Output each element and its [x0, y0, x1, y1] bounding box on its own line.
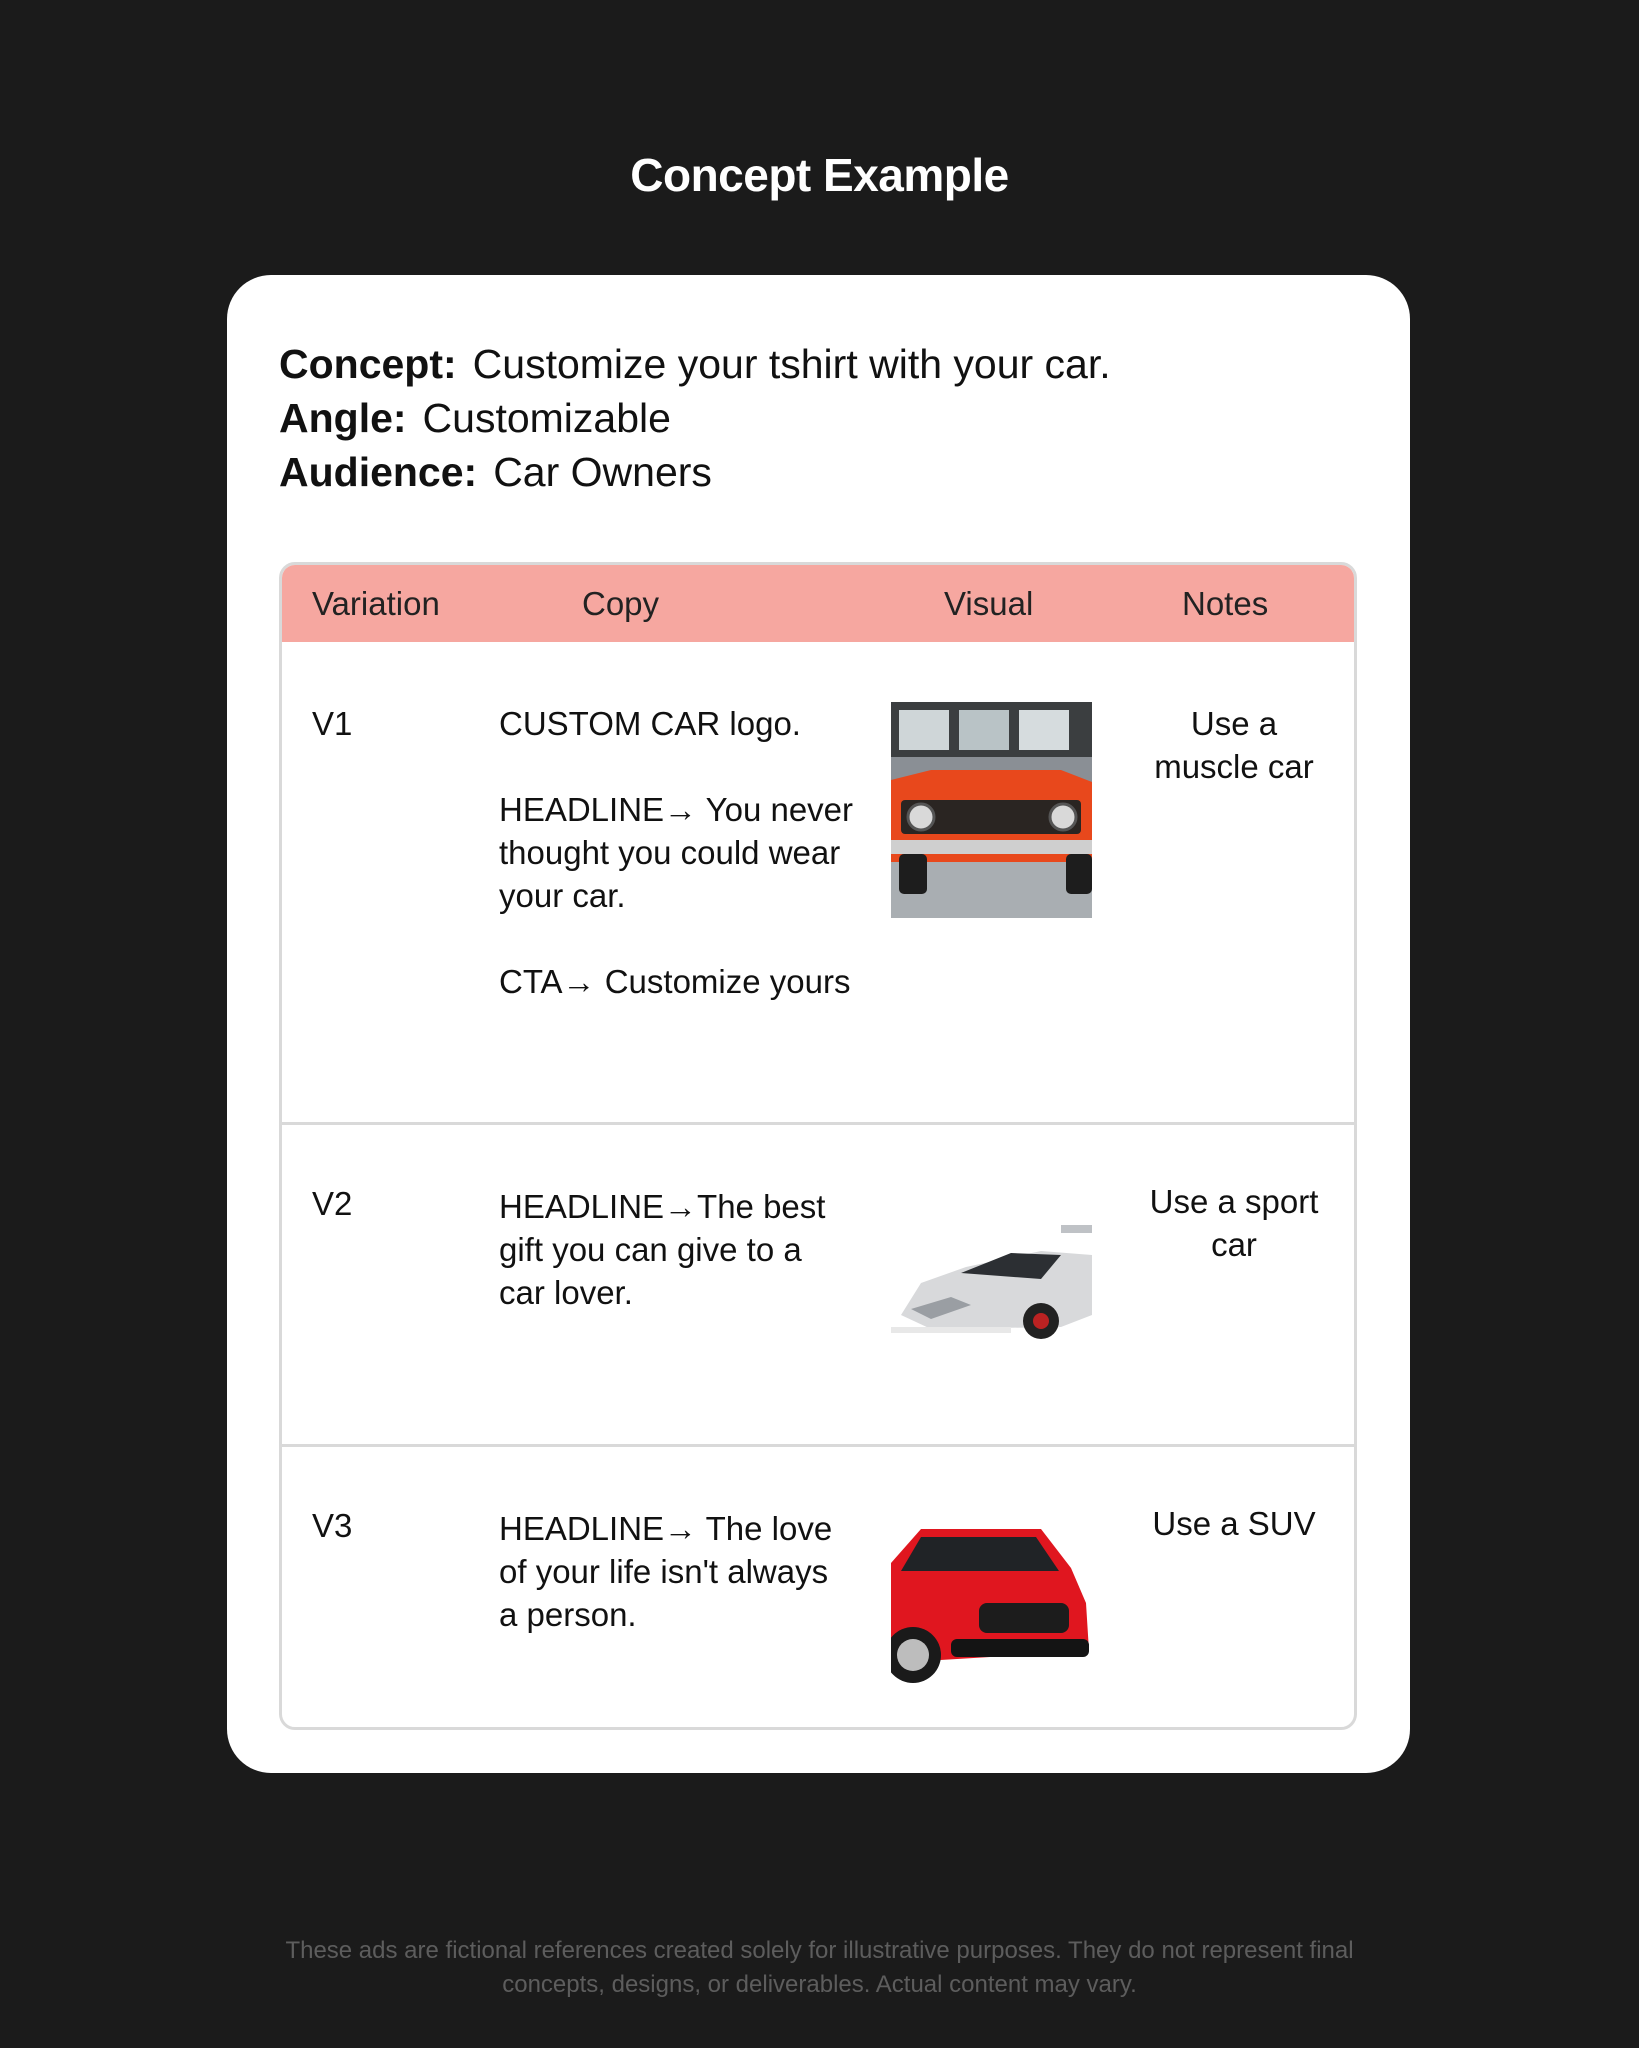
variation-cell: V2 — [312, 1185, 353, 1222]
copy-cell — [499, 702, 854, 1003]
variations-table — [279, 562, 1357, 1730]
copy-cell — [499, 1507, 854, 1636]
copy-line: CUSTOM CAR logo. — [499, 705, 801, 742]
copy-line: HEADLINE→ The love of your life isn't always a person. — [499, 1510, 833, 1633]
concept-value: Customize your tshirt with your car. — [472, 341, 1111, 387]
table-header — [282, 565, 1354, 642]
concept-card — [227, 275, 1410, 1773]
angle-label: Angle: — [279, 395, 407, 441]
header-variation: Variation — [312, 585, 440, 622]
variation-cell: V3 — [312, 1507, 353, 1544]
sport-car-image — [891, 1223, 1092, 1347]
table-row-v1 — [282, 642, 1354, 1122]
disclaimer-line: These ads are fictional references created solely for illustrative purposes. They do not represent final — [285, 1937, 1354, 1964]
suv-image — [891, 1523, 1092, 1693]
concept-label: Concept: — [279, 341, 457, 387]
notes-cell: Use a SUV — [1152, 1505, 1316, 1542]
variation-cell: V1 — [312, 705, 353, 742]
header-copy: Copy — [582, 585, 660, 622]
audience-label: Audience: — [279, 449, 478, 495]
notes-cell: Use a sport car — [1149, 1183, 1319, 1263]
header-notes: Notes — [1182, 585, 1269, 622]
audience-value: Car Owners — [493, 449, 712, 495]
muscle-car-image — [891, 702, 1092, 918]
copy-line: CTA→ Customize yours — [499, 963, 851, 1000]
audience-line — [279, 445, 1111, 499]
copy-cell — [499, 1185, 854, 1314]
table-row-v2 — [282, 1122, 1354, 1444]
page-title: Concept Example — [630, 149, 1009, 201]
concept-meta — [279, 337, 1111, 499]
table-row-v3 — [282, 1444, 1354, 1730]
concept-line — [279, 337, 1111, 391]
angle-value: Customizable — [422, 395, 671, 441]
copy-line: HEADLINE→ You never thought you could wear your car. — [499, 791, 854, 914]
angle-line — [279, 391, 1111, 445]
notes-cell: Use a muscle car — [1154, 705, 1314, 785]
disclaimer-line: concepts, designs, or deliverables. Actual content may vary. — [502, 1971, 1137, 1998]
copy-line: HEADLINE→The best gift you can give to a car lover. — [499, 1188, 826, 1311]
header-visual: Visual — [944, 585, 1034, 622]
disclaimer — [0, 1934, 1639, 2002]
